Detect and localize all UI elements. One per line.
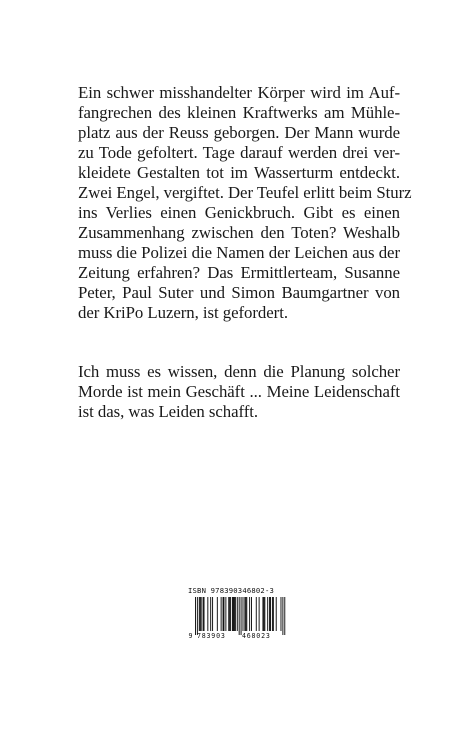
barcode-bar <box>197 597 198 635</box>
barcode-graphic <box>188 597 288 639</box>
barcode-bar <box>263 597 264 631</box>
blurb-line: Zeitung erfahren? Das Ermittlerteam, Susanne <box>78 263 400 282</box>
blurb-paragraph-1 <box>78 83 412 323</box>
barcode-bar <box>281 597 282 631</box>
barcode-bar <box>245 597 246 631</box>
barcode-bar <box>272 597 273 631</box>
blurb-line: Morde ist mein Geschäft ... Meine Leidenschaft <box>78 382 400 401</box>
barcode-bar <box>224 597 225 631</box>
blurb-line: ins Verlies einen Genickbruch. Gibt es einen <box>78 203 400 222</box>
barcode-bar <box>223 597 224 631</box>
barcode-bars <box>195 597 285 635</box>
barcode-bar <box>270 597 271 631</box>
barcode-bar <box>212 597 213 631</box>
barcode-bar <box>273 597 274 631</box>
blurb-line: Zusammenhang zwischen den Toten? Weshalb <box>78 223 400 242</box>
blurb-line: ist das, was Leiden schafft. <box>78 402 259 421</box>
barcode-bar <box>249 597 250 631</box>
barcode-bar <box>284 597 285 635</box>
barcode-bar <box>217 597 218 631</box>
barcode-bar <box>259 597 260 631</box>
barcode-bar <box>204 597 205 631</box>
barcode-bar <box>256 597 257 631</box>
barcode-bar <box>235 597 236 631</box>
barcode-bar <box>237 597 238 631</box>
blurb-line: fangrechen des kleinen Kraftwerks am Mühle- <box>78 103 400 122</box>
barcode-bar <box>276 597 277 631</box>
barcode-bar <box>229 597 230 631</box>
blurb-line: zu Tode gefoltert. Tage darauf werden drei ver- <box>78 143 400 162</box>
barcode-bar <box>262 597 263 631</box>
barcode-bar <box>199 597 200 631</box>
barcode-bar <box>243 597 244 631</box>
barcode-bar <box>203 597 204 631</box>
barcode-digits-left: 783903 <box>197 632 226 639</box>
barcode-bar <box>207 597 208 631</box>
barcode-bar <box>195 597 196 635</box>
blurb-line: muss die Polizei die Namen der Leichen aus der <box>78 243 400 262</box>
barcode-bar <box>221 597 222 631</box>
blurb-line: kleidete Gestalten tot im Wasserturm entdeckt. <box>78 163 400 182</box>
barcode-bar <box>241 597 242 635</box>
barcode-digit-lead: 9 <box>188 632 193 639</box>
blurb-paragraph-2 <box>78 362 400 422</box>
barcode-bar <box>225 597 226 631</box>
blurb-line: Ich muss es wissen, denn die Planung solcher <box>78 362 400 381</box>
blurb-line: Ein schwer misshandelter Körper wird im Auf- <box>78 83 400 102</box>
barcode-bar <box>244 597 245 631</box>
barcode-bar <box>267 597 268 631</box>
blurb-line: der KriPo Luzern, ist gefordert. <box>78 303 288 322</box>
barcode-bar <box>232 597 233 631</box>
barcode-bar <box>269 597 270 631</box>
barcode-bar <box>264 597 265 631</box>
barcode-bar <box>230 597 231 631</box>
barcode-digits-right: 468023 <box>242 632 271 639</box>
blurb-line: Peter, Paul Suter und Simon Baumgartner von <box>78 283 400 302</box>
isbn-barcode <box>188 586 288 639</box>
barcode-bar <box>246 597 247 631</box>
barcode-bar <box>251 597 252 631</box>
blurb-line: Zwei Engel, vergiftet. Der Teufel erlitt beim Sturz <box>78 183 412 202</box>
isbn-label: ISBN 978390346802-3 <box>188 586 275 595</box>
barcode-bar <box>233 597 234 631</box>
barcode-bar <box>200 597 201 631</box>
barcode-bar <box>228 597 229 631</box>
barcode-bar <box>201 597 202 631</box>
barcode-bar <box>239 597 240 635</box>
barcode-bar <box>234 597 235 631</box>
barcode-bar <box>282 597 283 635</box>
barcode-bar <box>210 597 211 631</box>
blurb-line: platz aus der Reuss geborgen. Der Mann wurde <box>78 123 400 142</box>
